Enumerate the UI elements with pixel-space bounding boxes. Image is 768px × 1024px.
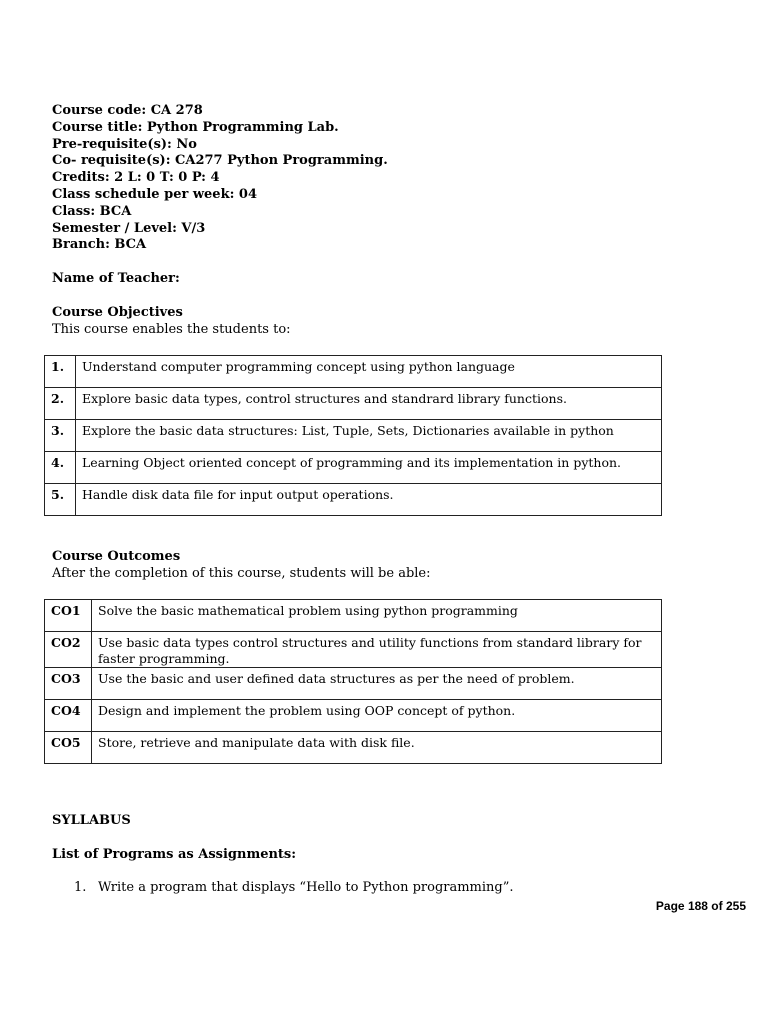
pre-requisites: Pre-requisite(s): No xyxy=(52,136,197,152)
outcome-code: CO1 xyxy=(45,600,92,632)
table-row xyxy=(45,732,662,764)
objective-number: 1. xyxy=(45,356,76,388)
table-row xyxy=(45,668,662,700)
assignments-heading: List of Programs as Assignments: xyxy=(52,847,297,862)
objective-number: 5. xyxy=(45,484,76,516)
list-item xyxy=(74,880,514,895)
table-row xyxy=(45,356,662,388)
objectives-heading: Course Objectives xyxy=(52,305,183,320)
outcome-code: CO3 xyxy=(45,668,92,700)
co-requisites: Co- requisite(s): CA277 Python Programming. xyxy=(52,153,388,169)
current-page: 188 xyxy=(687,899,708,913)
table-row xyxy=(45,452,662,484)
objective-text: Handle disk data file for input output operations. xyxy=(76,484,662,516)
table-row xyxy=(45,484,662,516)
total-pages: 255 xyxy=(725,899,746,913)
assignment-text: Write a program that displays “Hello to Python programming”. xyxy=(98,880,514,895)
table-row xyxy=(45,632,662,668)
credits: Credits: 2 L: 0 T: 0 P: 4 xyxy=(52,170,220,186)
page-of: of xyxy=(707,899,726,913)
table-row xyxy=(45,388,662,420)
outcome-code: CO5 xyxy=(45,732,92,764)
objectives-table xyxy=(44,355,662,516)
page-number xyxy=(656,899,746,913)
outcomes-table xyxy=(44,599,662,764)
outcomes-heading: Course Outcomes xyxy=(52,549,181,564)
course-title: Course title: Python Programming Lab. xyxy=(52,119,339,135)
semester-level: Semester / Level: V/3 xyxy=(52,220,206,236)
teacher-label: Name of Teacher: xyxy=(52,271,180,286)
table-row xyxy=(45,420,662,452)
assignment-number: 1. xyxy=(74,880,87,895)
course-info-list xyxy=(52,103,388,254)
syllabus-heading: SYLLABUS xyxy=(52,813,131,828)
table-row xyxy=(45,700,662,732)
objective-text: Explore basic data types, control structures and standrard library functions. xyxy=(76,388,662,420)
page-prefix: Page xyxy=(655,899,688,913)
outcome-text: Use basic data types control structures and utility functions from standard library for faster programming. xyxy=(92,632,662,668)
class-schedule: Class schedule per week: 04 xyxy=(52,186,257,202)
outcome-text: Store, retrieve and manipulate data with disk file. xyxy=(92,732,662,764)
outcomes-intro: After the completion of this course, students will be able: xyxy=(52,566,431,581)
objectives-intro: This course enables the students to: xyxy=(52,322,291,337)
objective-text: Understand computer programming concept using python language xyxy=(76,356,662,388)
course-code: Course code: CA 278 xyxy=(52,103,203,118)
outcome-text: Use the basic and user defined data structures as per the need of problem. xyxy=(92,668,662,700)
objective-text: Learning Object oriented concept of programming and its implementation in python. xyxy=(76,452,662,484)
outcome-code: CO2 xyxy=(45,632,92,668)
objective-number: 4. xyxy=(45,452,76,484)
branch: Branch: BCA xyxy=(52,237,147,253)
outcome-text: Design and implement the problem using OOP concept of python. xyxy=(92,700,662,732)
objective-text: Explore the basic data structures: List, Tuple, Sets, Dictionaries available in python xyxy=(76,420,662,452)
objective-number: 2. xyxy=(45,388,76,420)
outcome-text: Solve the basic mathematical problem using python programming xyxy=(92,600,662,632)
outcome-code: CO4 xyxy=(45,700,92,732)
table-row xyxy=(45,600,662,632)
class: Class: BCA xyxy=(52,203,132,219)
objective-number: 3. xyxy=(45,420,76,452)
